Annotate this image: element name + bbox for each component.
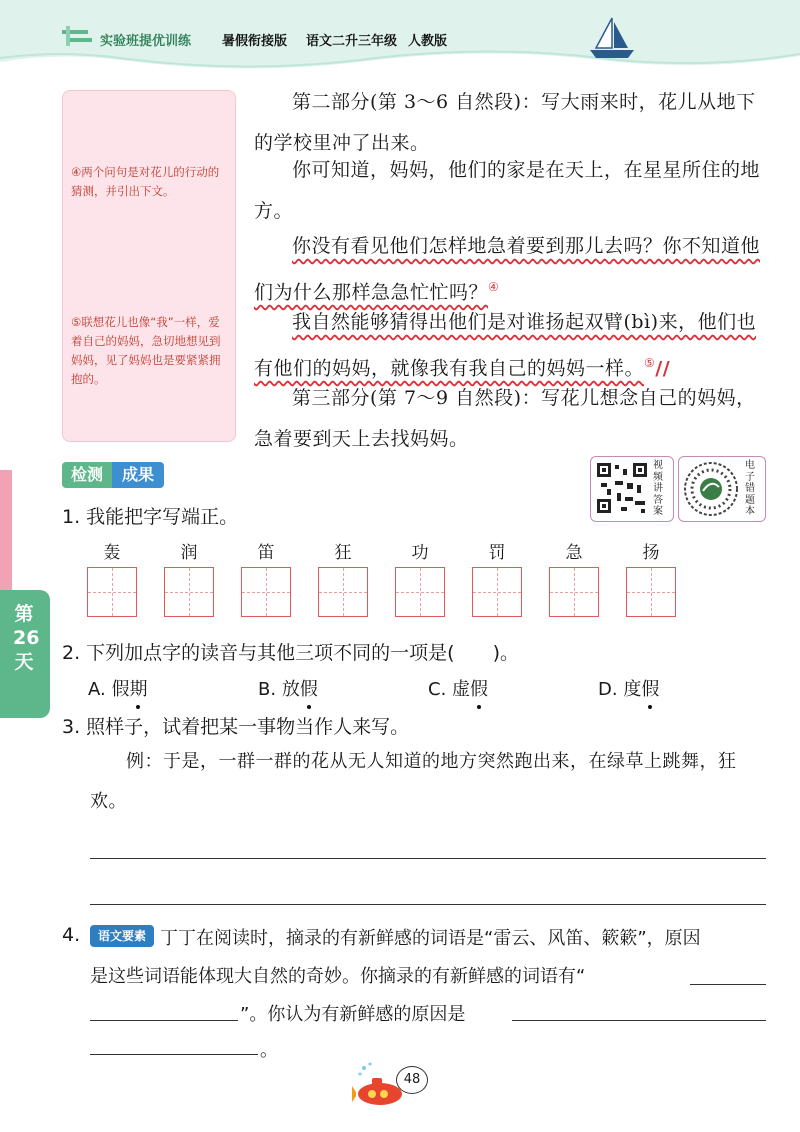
option-letter: A.	[88, 679, 106, 700]
answer-line[interactable]	[90, 904, 766, 905]
page-number: 48	[396, 1066, 428, 1094]
option-c[interactable]	[428, 675, 488, 701]
practice-char: 狂	[334, 543, 352, 563]
question-4-line2: 是这些词语能体现大自然的奇妙。你摘录的有新鲜感的词语有“	[90, 966, 586, 987]
answer-blank[interactable]	[512, 1020, 766, 1021]
section-badge	[62, 462, 166, 488]
section-label-result: 成果	[112, 462, 164, 488]
annotation-note-4: ④两个问句是对花儿的行动的猜测，并引出下文。	[71, 165, 220, 198]
dotted-char: 假	[641, 679, 660, 700]
error-notebook-label: 电子错题本	[745, 460, 755, 517]
writing-grid-box[interactable]	[626, 567, 676, 617]
section-break-marker: //	[655, 357, 671, 380]
option-text: 放	[281, 679, 300, 700]
page-edge-strip	[0, 470, 12, 590]
reading-paragraph-mothers	[254, 302, 768, 389]
answer-blank[interactable]	[90, 1020, 238, 1021]
sailboat-icon	[584, 14, 640, 64]
practice-char: 功	[411, 543, 429, 563]
question-4-line3: ”。你认为有新鲜感的原因是	[240, 1004, 466, 1025]
question-4-line1: 丁丁在阅读时，摘录的有新鲜感的词语是“雷云、风笛、簌簌”，原因	[160, 928, 701, 949]
note-marker-5: ⑤	[644, 356, 656, 370]
option-text: 假	[111, 679, 130, 700]
answer-blank[interactable]	[690, 984, 766, 985]
error-notebook-qr[interactable]	[678, 456, 766, 522]
language-element-badge: 语文要素	[90, 925, 154, 947]
header-subject: 语文二升三年级	[306, 34, 398, 49]
series-logo-icon	[60, 24, 94, 50]
video-answer-qr[interactable]	[590, 456, 674, 522]
answer-line[interactable]	[90, 858, 766, 859]
dotted-char: 假	[470, 679, 489, 700]
annotation-panel	[62, 90, 236, 442]
writing-grid-box[interactable]	[318, 567, 368, 617]
dotted-char: 期	[129, 679, 148, 700]
answer-blank[interactable]	[90, 1054, 258, 1055]
writing-grid-box[interactable]	[164, 567, 214, 617]
day-tab	[0, 590, 50, 718]
reading-paragraph-questions	[254, 226, 768, 313]
note-marker-4: ④	[488, 280, 500, 294]
option-text: 度	[623, 679, 642, 700]
header-series: 实验班提优训练	[100, 34, 192, 49]
day-tab-label: 第26天	[13, 603, 40, 673]
writing-grid-box[interactable]	[549, 567, 599, 617]
option-letter: D.	[598, 679, 618, 700]
video-answer-label: 视频讲答案	[653, 460, 663, 517]
question-3-example: 例：于是，一群一群的花从无人知道的地方突然跑出来，在绿草上跳舞，狂欢。	[90, 751, 737, 812]
question-3-prompt: 3. 照样子，试着把某一事物当作人来写。	[62, 716, 410, 738]
writing-grid-box[interactable]	[472, 567, 522, 617]
reading-paragraph-home: 你可知道，妈妈，他们的家是在天上，在星星所住的地方。	[254, 159, 761, 222]
practice-char: 扬	[642, 543, 660, 563]
option-a[interactable]	[88, 675, 147, 701]
practice-char: 润	[180, 543, 198, 563]
question-2-prompt: 2. 下列加点字的读音与其他三项不同的一项是( )。	[62, 642, 519, 664]
practice-char: 罚	[488, 543, 506, 563]
writing-grid-box[interactable]	[87, 567, 137, 617]
annotation-note-5: ⑤联想花儿也像“我”一样，爱着自己的妈妈，急切地想见到妈妈，见了妈妈也是要紧紧拥抱的。	[71, 315, 221, 386]
option-text: 虚	[452, 679, 471, 700]
underlined-questions: 你没有看见他们怎样地急着要到那儿去吗？你不知道他们为什么那样急急忙忙吗？	[254, 235, 761, 304]
section-label-check: 检测	[62, 462, 112, 488]
option-b[interactable]	[258, 675, 318, 701]
question-4-end: 。	[260, 1040, 278, 1061]
circular-qr-icon	[683, 461, 739, 517]
header-edition: 暑假衔接版	[222, 34, 288, 49]
page-header	[0, 0, 800, 72]
underlined-mothers-sentence: 我自然能够猜得出他们是对谁扬起双臂(bì)来，他们也有他们的妈妈，就像我有我自己的妈妈一样。	[254, 311, 757, 380]
qr-code-icon	[595, 461, 649, 515]
reading-paragraph-part2: 第二部分(第 3～6 自然段)：写大雨来时，花儿从地下的学校里冲了出来。	[254, 91, 756, 154]
question-1-prompt: 1. 我能把字写端正。	[62, 506, 239, 528]
option-letter: B.	[258, 679, 277, 700]
dotted-char: 假	[299, 679, 318, 700]
practice-char: 笛	[257, 543, 275, 563]
option-letter: C.	[428, 679, 447, 700]
writing-grid-box[interactable]	[395, 567, 445, 617]
header-publisher: 人教版	[408, 34, 448, 49]
reading-paragraph-part3: 第三部分(第 7～9 自然段)：写花儿想念自己的妈妈，急着要到天上去找妈妈。	[254, 387, 756, 450]
writing-grid-box[interactable]	[241, 567, 291, 617]
practice-char: 急	[565, 543, 583, 563]
practice-char: 轰	[103, 543, 121, 563]
question-4-number: 4.	[62, 924, 81, 946]
option-d[interactable]	[598, 675, 659, 701]
